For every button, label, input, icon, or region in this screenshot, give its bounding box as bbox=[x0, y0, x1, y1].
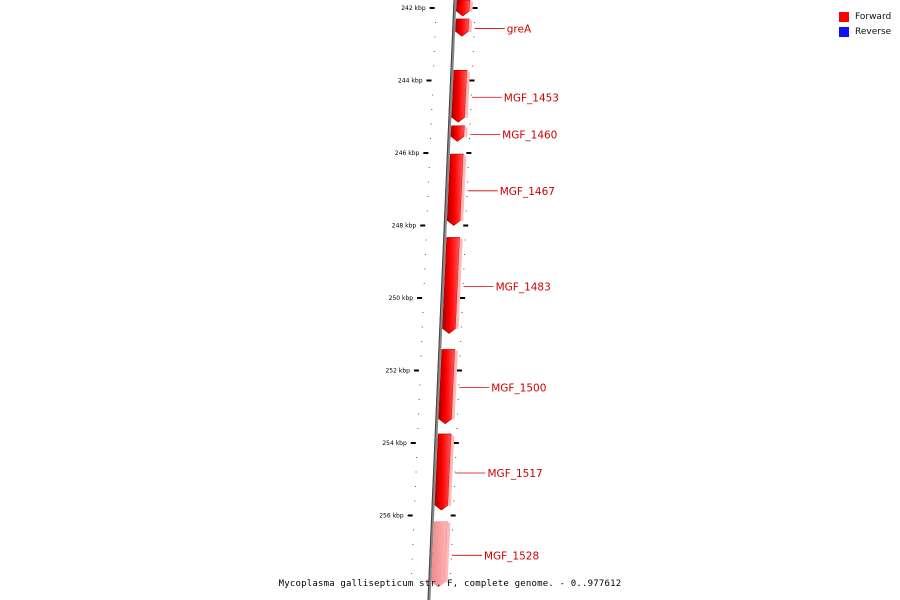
minor-tick-right bbox=[460, 341, 461, 342]
major-tick bbox=[423, 152, 428, 154]
major-tick-right bbox=[463, 225, 468, 227]
legend-item-forward bbox=[839, 9, 891, 24]
legend-label-reverse: Reverse bbox=[855, 26, 892, 37]
minor-tick-right bbox=[456, 428, 457, 429]
gene-arrow[interactable] bbox=[455, 19, 469, 36]
major-tick-right bbox=[473, 7, 478, 9]
minor-tick-left bbox=[422, 327, 423, 328]
minor-tick-left bbox=[421, 356, 422, 357]
tick-label: 256 kbp bbox=[379, 512, 404, 520]
minor-tick-right bbox=[452, 530, 453, 531]
minor-tick-right bbox=[450, 573, 451, 574]
legend-item-reverse bbox=[839, 24, 891, 39]
minor-tick-left bbox=[424, 269, 425, 270]
gene-label[interactable]: MGF_1483 bbox=[495, 281, 551, 294]
tick-label: 248 kbp bbox=[391, 222, 417, 230]
gene-label[interactable]: MGF_1453 bbox=[503, 92, 560, 105]
gene-label[interactable]: MGF_1500 bbox=[491, 382, 547, 395]
minor-tick-right bbox=[463, 283, 464, 284]
gene-label[interactable]: greA bbox=[506, 23, 532, 36]
major-tick-right bbox=[454, 442, 459, 444]
minor-tick-left bbox=[434, 37, 435, 38]
major-tick bbox=[411, 442, 416, 444]
major-tick bbox=[430, 7, 435, 9]
minor-tick-left bbox=[413, 530, 414, 531]
minor-tick-right bbox=[470, 109, 471, 110]
tick-label: 254 kbp bbox=[382, 440, 407, 447]
minor-tick-right bbox=[471, 95, 472, 96]
minor-tick-right bbox=[455, 472, 456, 473]
minor-tick-left bbox=[412, 544, 413, 545]
minor-tick-left bbox=[426, 240, 427, 241]
minor-tick-right bbox=[451, 544, 452, 545]
gene-label[interactable]: MGF_1467 bbox=[499, 185, 555, 198]
major-tick bbox=[414, 370, 419, 372]
minor-tick-right bbox=[454, 486, 455, 487]
minor-tick-right bbox=[461, 312, 462, 313]
minor-tick-left bbox=[431, 124, 432, 125]
minor-tick-right bbox=[463, 269, 464, 270]
minor-tick-left bbox=[418, 414, 419, 415]
minor-tick-left bbox=[432, 95, 433, 96]
minor-tick-right bbox=[469, 138, 470, 139]
gene-arrow[interactable] bbox=[456, 0, 470, 16]
minor-tick-right bbox=[470, 124, 471, 125]
minor-tick-left bbox=[434, 51, 435, 52]
minor-tick-right bbox=[460, 356, 461, 357]
minor-tick-right bbox=[457, 414, 458, 415]
minor-tick-right bbox=[474, 22, 475, 23]
legend-label-forward: Forward bbox=[855, 11, 892, 22]
minor-tick-left bbox=[421, 341, 422, 342]
major-tick bbox=[408, 515, 413, 517]
minor-tick-right bbox=[467, 182, 468, 183]
minor-tick-left bbox=[435, 22, 436, 23]
minor-tick-left bbox=[428, 182, 429, 183]
minor-tick-right bbox=[466, 211, 467, 212]
strand-legend bbox=[839, 9, 891, 39]
minor-tick-left bbox=[429, 167, 430, 168]
genome-caption: Mycoplasma gallisepticum str. F, complete genome. - 0..977612 bbox=[278, 579, 622, 589]
minor-tick-right bbox=[458, 399, 459, 400]
tick-label: 244 kbp bbox=[398, 77, 423, 85]
major-tick-right bbox=[466, 152, 471, 154]
reverse-swatch bbox=[839, 27, 849, 37]
minor-tick-left bbox=[414, 501, 415, 502]
minor-tick-right bbox=[465, 240, 466, 241]
minor-tick-right bbox=[472, 66, 473, 67]
major-tick-right bbox=[470, 80, 475, 82]
minor-tick-left bbox=[427, 211, 428, 212]
gene-arrow[interactable] bbox=[451, 126, 465, 142]
minor-tick-right bbox=[451, 559, 452, 560]
minor-tick-right bbox=[461, 327, 462, 328]
minor-tick-right bbox=[464, 254, 465, 255]
tick-label: 246 kbp bbox=[394, 150, 420, 157]
major-tick-right bbox=[460, 297, 465, 299]
minor-tick-left bbox=[427, 196, 428, 197]
tick-label: 252 kbp bbox=[385, 367, 410, 375]
minor-tick-right bbox=[473, 37, 474, 38]
minor-tick-right bbox=[468, 167, 469, 168]
gene-label[interactable]: MGF_1528 bbox=[483, 550, 540, 563]
minor-tick-left bbox=[419, 385, 420, 386]
minor-tick-left bbox=[411, 573, 412, 574]
minor-tick-left bbox=[416, 457, 417, 458]
gene-arrow[interactable] bbox=[452, 70, 467, 122]
major-tick-right bbox=[457, 370, 462, 372]
minor-tick-left bbox=[417, 428, 418, 429]
minor-tick-left bbox=[415, 486, 416, 487]
minor-tick-right bbox=[466, 196, 467, 197]
forward-swatch bbox=[839, 12, 849, 22]
minor-tick-left bbox=[412, 559, 413, 560]
gene-label[interactable]: MGF_1517 bbox=[487, 468, 543, 480]
minor-tick-right bbox=[458, 385, 459, 386]
major-tick bbox=[417, 297, 422, 299]
major-tick bbox=[420, 225, 425, 227]
minor-tick-left bbox=[422, 312, 423, 313]
minor-tick-left bbox=[424, 283, 425, 284]
major-tick-right bbox=[451, 515, 456, 517]
minor-tick-left bbox=[430, 138, 431, 139]
minor-tick-left bbox=[425, 254, 426, 255]
minor-tick-right bbox=[473, 51, 474, 52]
minor-tick-left bbox=[419, 399, 420, 400]
minor-tick-left bbox=[431, 109, 432, 110]
major-tick bbox=[427, 80, 432, 82]
minor-tick-left bbox=[416, 472, 417, 473]
minor-tick-left bbox=[433, 66, 434, 67]
tick-label: 242 kbp bbox=[401, 5, 426, 12]
minor-tick-right bbox=[455, 457, 456, 458]
tick-label: 250 kbp bbox=[388, 295, 414, 302]
minor-tick-right bbox=[453, 501, 454, 502]
gene-label[interactable]: MGF_1460 bbox=[502, 129, 558, 142]
